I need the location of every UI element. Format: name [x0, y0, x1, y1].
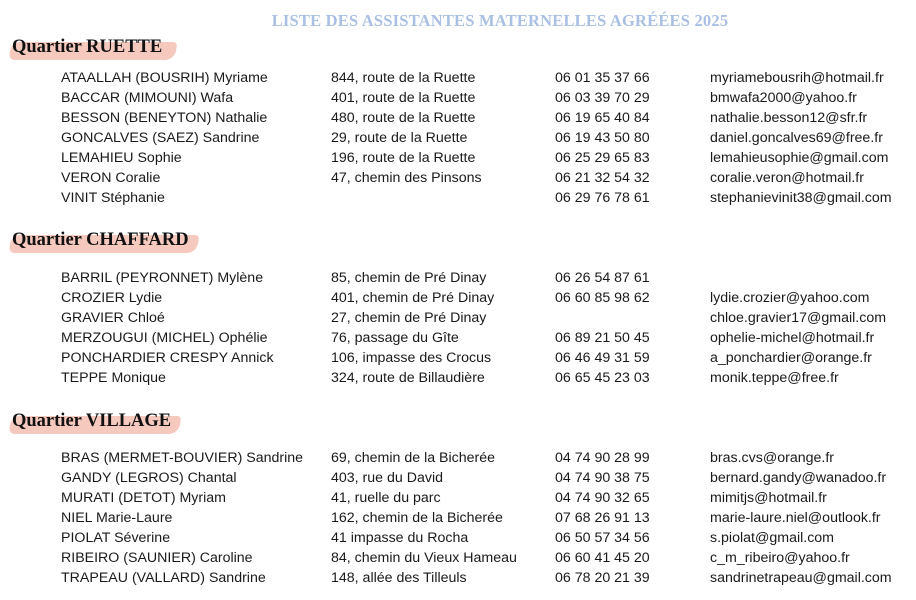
document-title: LISTE DES ASSISTANTES MATERNELLES AGRÉÉES 2025 — [271, 11, 729, 30]
address-cell: 84, chemin du Vieux Hameau — [331, 550, 517, 566]
name-cell: PIOLAT Séverine — [61, 530, 171, 546]
table-row — [0, 268, 916, 288]
phone-cell: 06 60 85 98 62 — [555, 290, 650, 306]
address-cell: 480, route de la Ruette — [331, 110, 476, 126]
name-cell: BACCAR (MIMOUNI) Wafa — [61, 90, 234, 106]
email-cell: stephanievinit38@gmail.com — [710, 190, 892, 206]
phone-cell: 06 65 45 23 03 — [555, 370, 650, 386]
address-cell: 47, chemin des Pinsons — [331, 170, 482, 186]
table-row — [0, 68, 916, 88]
table-row — [0, 128, 916, 148]
phone-cell: 06 78 20 21 39 — [555, 570, 650, 586]
phone-cell: 04 74 90 28 99 — [555, 450, 650, 466]
table-row — [0, 328, 916, 348]
table-row — [0, 448, 916, 468]
email-cell: daniel.goncalves69@free.fr — [710, 130, 883, 146]
name-cell: GANDY (LEGROS) Chantal — [61, 470, 237, 486]
email-cell: lemahieusophie@gmail.com — [710, 150, 889, 166]
phone-cell: 06 46 49 31 59 — [555, 350, 650, 366]
table-row — [0, 148, 916, 168]
address-cell: 324, route de Billaudière — [331, 370, 485, 386]
name-cell: RIBEIRO (SAUNIER) Caroline — [61, 550, 253, 566]
name-cell: VERON Coralie — [61, 170, 161, 186]
phone-cell: 06 01 35 37 66 — [555, 70, 650, 86]
address-cell: 162, chemin de la Bicherée — [331, 510, 503, 526]
table-row — [0, 468, 916, 488]
address-cell: 69, chemin de la Bicherée — [331, 450, 496, 466]
email-cell: s.piolat@gmail.com — [710, 530, 835, 546]
section-heading-label: Quartier CHAFFARD — [12, 230, 189, 250]
address-cell: 196, route de la Ruette — [331, 150, 476, 166]
table-row — [0, 288, 916, 308]
address-cell: 401, chemin de Pré Dinay — [331, 290, 495, 306]
address-cell: 403, rue du David — [331, 470, 443, 486]
address-cell: 106, impasse des Crocus — [331, 350, 492, 366]
address-cell: 148, allée des Tilleuls — [331, 570, 467, 586]
phone-cell: 06 26 54 87 61 — [555, 270, 650, 286]
address-cell: 85, chemin de Pré Dinay — [331, 270, 487, 286]
section-heading-label: Quartier VILLAGE — [12, 411, 172, 431]
name-cell: MERZOUGUI (MICHEL) Ophélie — [61, 330, 268, 346]
email-cell: marie-laure.niel@outlook.fr — [710, 510, 881, 526]
email-cell: a_ponchardier@orange.fr — [710, 350, 872, 366]
table-row — [0, 508, 916, 528]
name-cell: BESSON (BENEYTON) Nathalie — [61, 110, 268, 126]
email-cell: c_m_ribeiro@yahoo.fr — [710, 550, 850, 566]
phone-cell: 06 03 39 70 29 — [555, 90, 650, 106]
name-cell: CROZIER Lydie — [61, 290, 163, 306]
email-cell: monik.teppe@free.fr — [710, 370, 839, 386]
table-row — [0, 368, 916, 388]
section-heading-chaffard — [12, 228, 189, 252]
email-cell: mimitjs@hotmail.fr — [710, 490, 827, 506]
email-cell: sandrinetrapeau@gmail.com — [710, 570, 892, 586]
table-row — [0, 568, 916, 588]
table-row — [0, 488, 916, 508]
phone-cell: 07 68 26 91 13 — [555, 510, 650, 526]
name-cell: GONCALVES (SAEZ) Sandrine — [61, 130, 260, 146]
table-row — [0, 528, 916, 548]
phone-cell: 06 50 57 34 56 — [555, 530, 650, 546]
address-cell: 27, chemin de Pré Dinay — [331, 310, 487, 326]
email-cell: myriamebousrih@hotmail.fr — [710, 70, 884, 86]
email-cell: bmwafa2000@yahoo.fr — [710, 90, 857, 106]
phone-cell: 04 74 90 32 65 — [555, 490, 650, 506]
address-cell: 41 impasse du Rocha — [331, 530, 469, 546]
phone-cell: 06 60 41 45 20 — [555, 550, 650, 566]
phone-cell: 06 19 43 50 80 — [555, 130, 650, 146]
section-heading-label: Quartier RUETTE — [12, 37, 163, 57]
phone-cell: 04 74 90 38 75 — [555, 470, 650, 486]
email-cell: chloe.gravier17@gmail.com — [710, 310, 887, 326]
name-cell: GRAVIER Chloé — [61, 310, 165, 326]
phone-cell: 06 19 65 40 84 — [555, 110, 650, 126]
address-cell: 29, route de la Ruette — [331, 130, 468, 146]
phone-cell: 06 89 21 50 45 — [555, 330, 650, 346]
email-cell: bras.cvs@orange.fr — [710, 450, 835, 466]
table-row — [0, 308, 916, 328]
email-cell: lydie.crozier@yahoo.com — [710, 290, 870, 306]
section-heading-ruette — [12, 35, 162, 59]
table-row — [0, 168, 916, 188]
email-cell: ophelie-michel@hotmail.fr — [710, 330, 875, 346]
name-cell: MURATI (DETOT) Myriam — [61, 490, 226, 506]
phone-cell: 06 25 29 65 83 — [555, 150, 650, 166]
email-cell: coralie.veron@hotmail.fr — [710, 170, 864, 186]
table-row — [0, 88, 916, 108]
table-row — [0, 548, 916, 568]
table-row — [0, 348, 916, 368]
phone-cell: 06 21 32 54 32 — [555, 170, 650, 186]
email-cell: nathalie.besson12@sfr.fr — [710, 110, 868, 126]
name-cell: LEMAHIEU Sophie — [61, 150, 182, 166]
address-cell: 76, passage du Gîte — [331, 330, 459, 346]
name-cell: VINIT Stéphanie — [61, 190, 165, 206]
address-cell: 41, ruelle du parc — [331, 490, 441, 506]
table-row — [0, 108, 916, 128]
table-row — [0, 188, 916, 208]
address-cell: 401, route de la Ruette — [331, 90, 476, 106]
email-cell: bernard.gandy@wanadoo.fr — [710, 470, 887, 486]
name-cell: NIEL Marie-Laure — [61, 510, 173, 526]
name-cell: BRAS (MERMET-BOUVIER) Sandrine — [61, 450, 304, 466]
name-cell: BARRIL (PEYRONNET) Mylène — [61, 270, 264, 286]
phone-cell: 06 29 76 78 61 — [555, 190, 650, 206]
name-cell: ATAALLAH (BOUSRIH) Myriame — [61, 70, 268, 86]
section-heading-village — [12, 409, 171, 433]
address-cell: 844, route de la Ruette — [331, 70, 476, 86]
name-cell: PONCHARDIER CRESPY Annick — [61, 350, 274, 366]
name-cell: TRAPEAU (VALLARD) Sandrine — [61, 570, 266, 586]
name-cell: TEPPE Monique — [61, 370, 166, 386]
